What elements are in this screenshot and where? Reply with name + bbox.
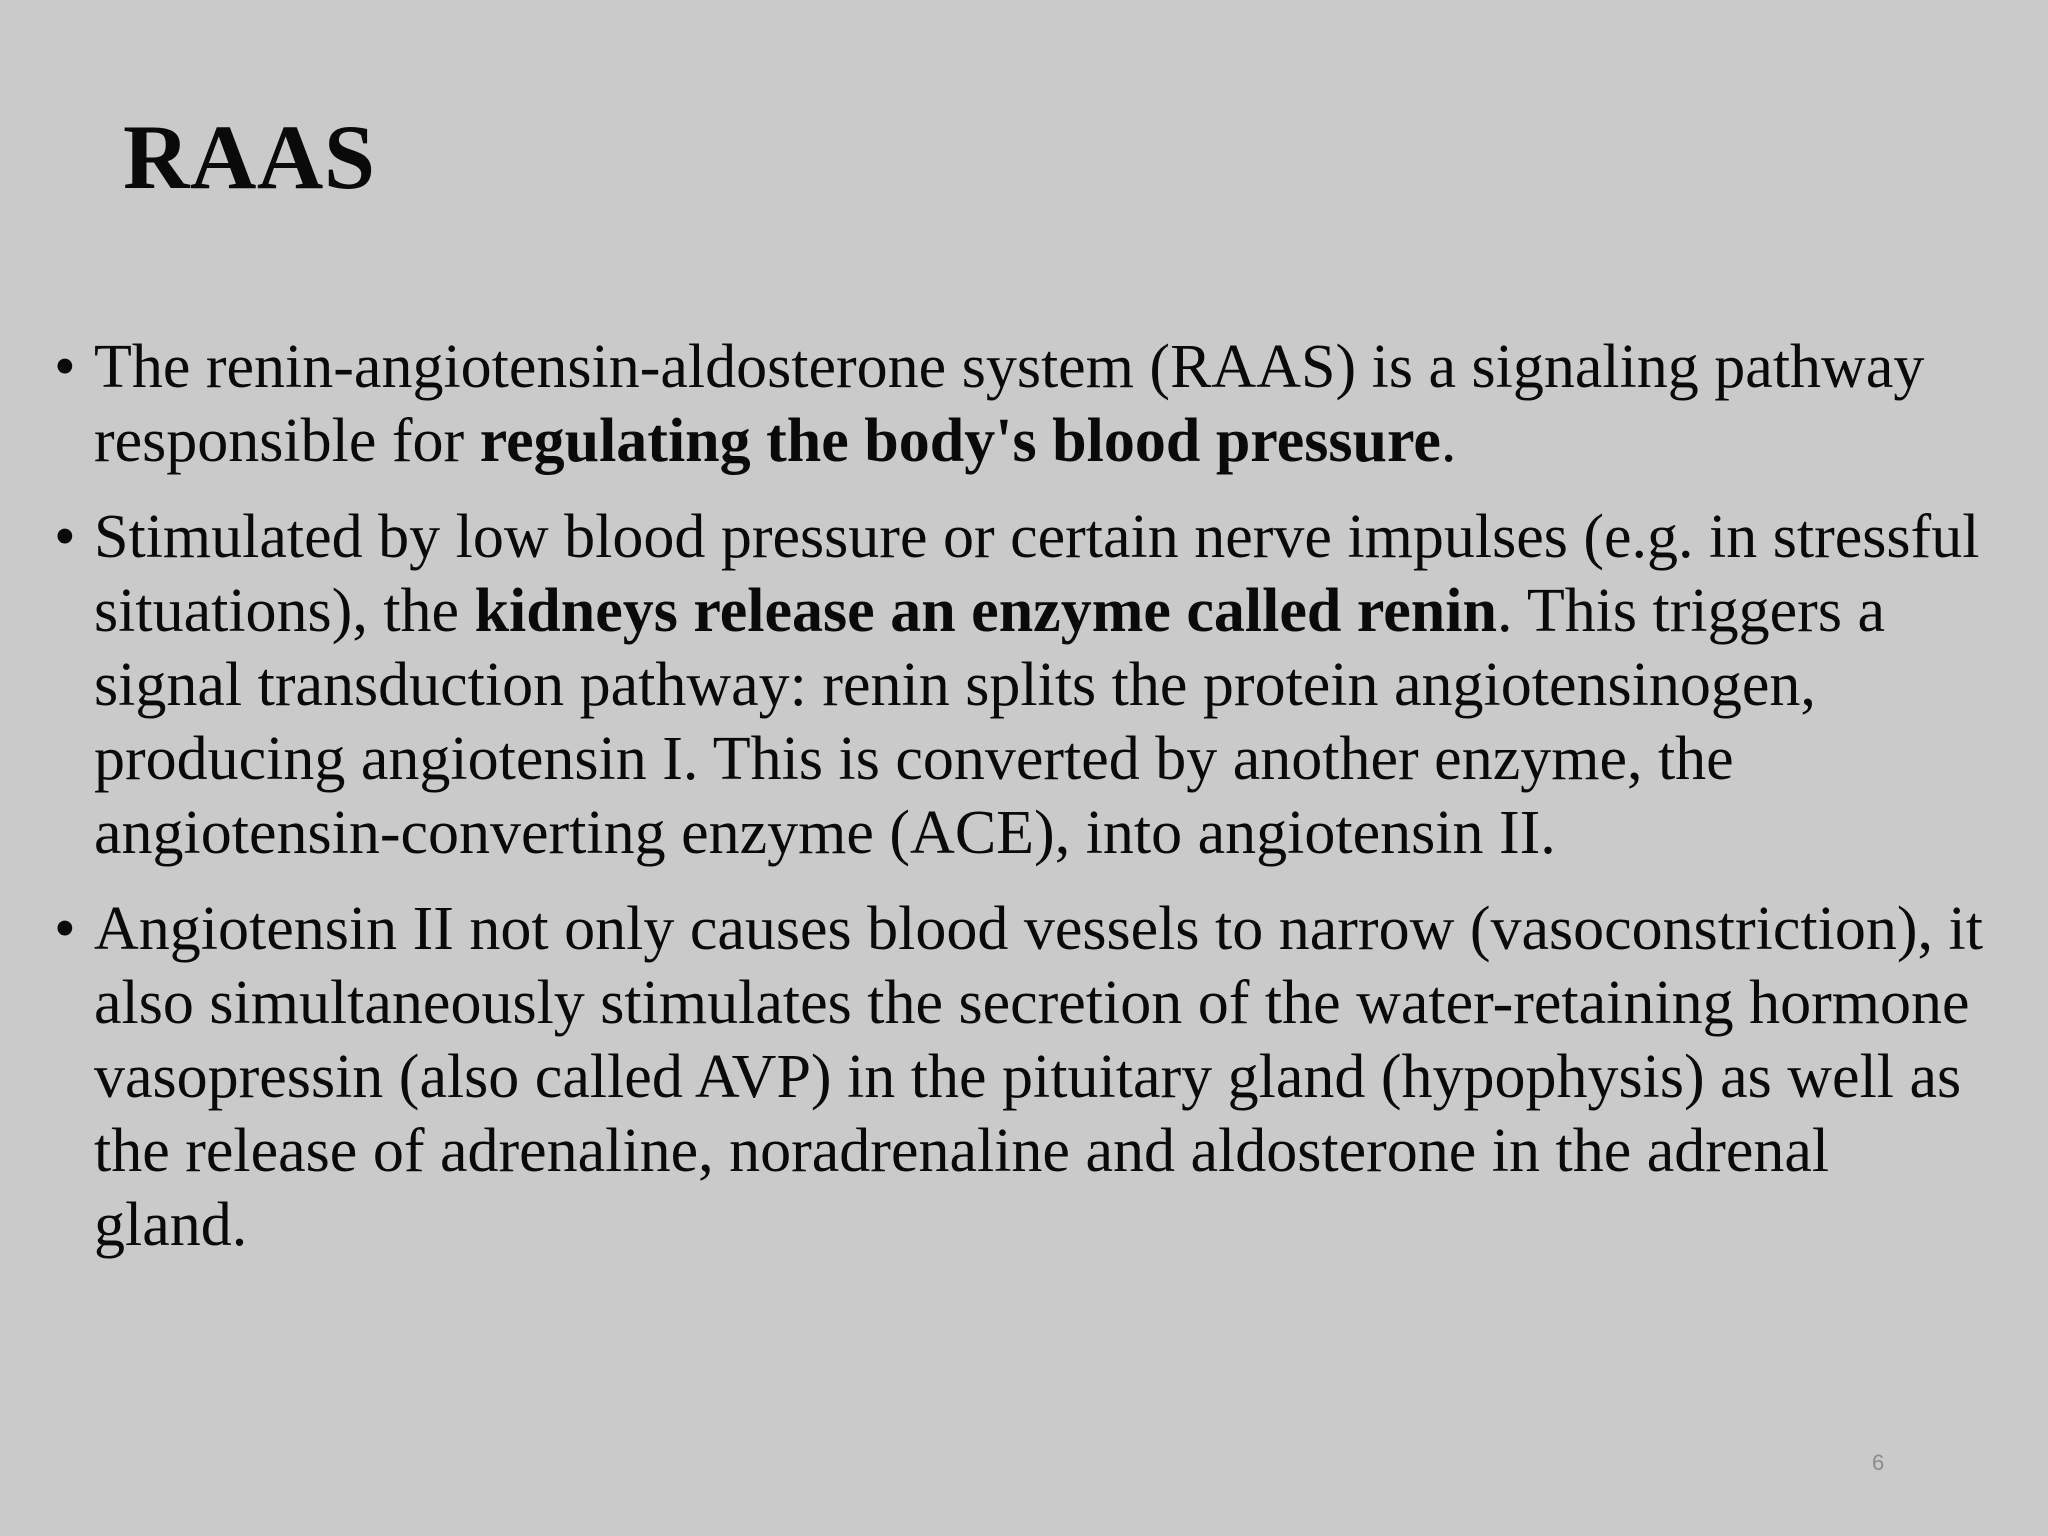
bullet-text	[94, 500, 1994, 870]
bullet-item-angiotensin-ii	[54, 892, 1994, 1262]
slide-title: RAAS	[123, 106, 376, 208]
bullet-text-segment: Angiotensin II not only causes blood vessels to narrow (vasoconstriction), it also simultaneously stimulates the secretion of the water-retaining hormone vasopressin (also called AVP) in the pituitary gland (hypophysis) as well as the release of adrenaline, noradrenaline and aldosterone in the adrenal gland.	[94, 895, 1983, 1259]
bullet-text-emphasis: regulating the body's blood pressure	[479, 407, 1441, 475]
bullet-item-renin	[54, 500, 1994, 870]
bullet-point-icon: •	[54, 333, 76, 401]
bullet-item-blood-pressure	[54, 330, 1994, 478]
bullet-point-icon: •	[54, 895, 76, 963]
bullet-text-segment: .	[1440, 407, 1457, 475]
bullet-text-segment: The renin-angiotensin-aldosterone system (RAAS) is a signaling pathway responsible for	[94, 333, 1925, 475]
bullet-text	[94, 892, 1994, 1262]
bullet-text-segment: . This triggers a signal transduction pathway: renin splits the protein angiotensinogen, producing angiotensin I. This is converted by another enzyme, the angiotensin-converting enzyme (ACE), into angiotensin II.	[94, 577, 1885, 867]
bullet-list	[54, 330, 1994, 1284]
bullet-text-segment: Stimulated by low blood pressure or certain nerve impulses (e.g. in stressful situations), the	[94, 503, 1980, 645]
bullet-text-emphasis: kidneys release an enzyme called renin	[474, 577, 1497, 645]
bullet-point-icon: •	[54, 503, 76, 571]
bullet-text	[94, 330, 1994, 478]
page-number: 6	[1872, 1450, 1885, 1475]
